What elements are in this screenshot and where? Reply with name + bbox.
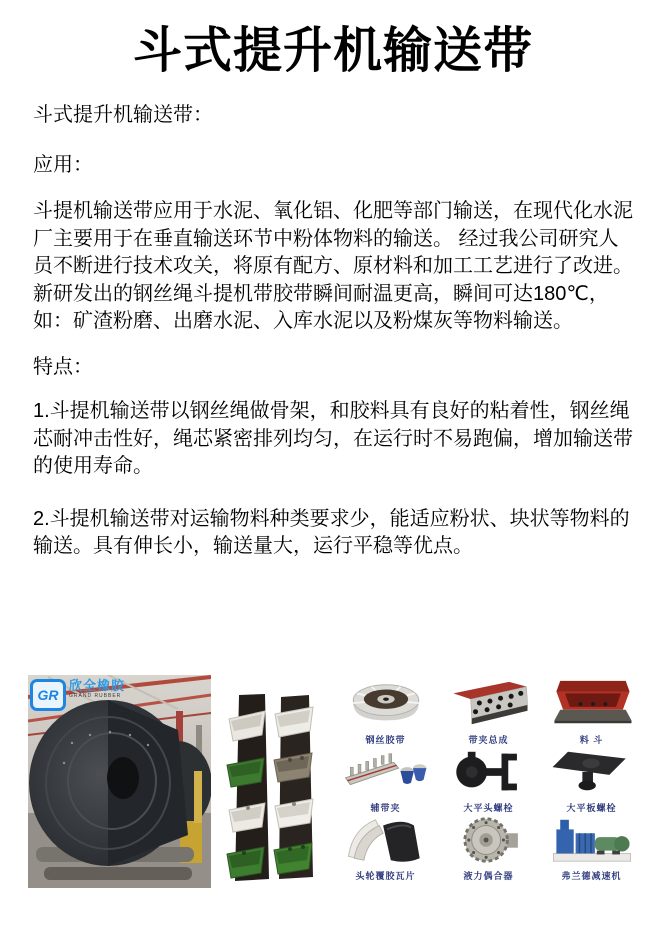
part-fluid-coupling [440,814,537,882]
part-flender-reducer [543,814,640,882]
hopper-image [547,678,637,730]
part-label: 料 斗 [579,735,604,745]
part-label: 弗兰德减速机 [561,871,622,881]
features-heading: 特点： [33,355,93,378]
part-label: 大平板螺栓 [566,803,617,813]
product-gallery [28,675,640,893]
belt-clamp-assembly-image [444,678,534,730]
part-flat-plate-bolt [543,746,640,814]
belt-roll-factory-photo [28,675,211,888]
part-label: 头轮覆胶瓦片 [355,871,416,881]
part-label: 液力偶合器 [463,871,514,881]
part-flat-head-bolt [440,746,537,814]
part-label: 钢丝胶带 [365,735,406,745]
auxiliary-belt-clamp-image [341,746,431,798]
part-head-pulley-rubber-tile [337,814,434,882]
part-belt-clamp-assembly [440,678,537,746]
part-label: 大平头螺栓 [463,803,514,813]
feature-paragraph-2: 2.斗提机输送带对运输物料种类要求少，能适应粉状、块状等物料的输送。具有伸长小，输送量大，运行平稳等优点。 [33,507,630,557]
logo-gr-icon [30,679,66,711]
part-label: 辅带夹 [370,803,401,813]
fluid-coupling-image [444,814,534,866]
product-document [0,22,666,952]
part-steel-cord-belt [337,678,434,746]
elevator-buckets-photo [224,692,325,882]
part-auxiliary-belt-clamp [337,746,434,814]
feature-paragraph-1: 1.斗提机输送带以钢丝绳做骨架，和胶料具有良好的粘着性，钢丝绳芯耐冲击性好，绳芯紧密排列均匀，在运行时不易跑偏，增加输送带的使用寿命。 [33,400,633,477]
logo-initials: GR [37,687,59,703]
steel-cord-belt-image [341,678,431,730]
body-text [0,102,666,561]
brand-logo [30,679,125,711]
logo-name-en: GRAND RUBBER [69,693,122,699]
parts-grid [337,678,640,882]
application-heading: 应用： [33,153,93,176]
flender-reducer-image [547,814,637,866]
page-title: 斗式提升机输送带 [132,24,533,78]
flat-head-bolt-image [444,746,534,798]
elevator-buckets-image [224,692,325,882]
head-pulley-rubber-tile-image [341,814,431,866]
part-label: 带夹总成 [468,735,509,745]
part-hopper [543,678,640,746]
flat-plate-bolt-image [547,746,637,798]
intro-line: 斗式提升机输送带： [33,104,213,126]
application-paragraph: 斗提机输送带应用于水泥、氧化铝、化肥等部门输送，在现代化水泥厂主要用于在垂直输送环节中粉体物料的输送。 经过我公司研究人员不断进行技术攻关，将原有配方、原材料和加工工艺进行了改进。新研发出的钢丝绳斗提机带胶带瞬间耐温更高，瞬间可达180℃，如：矿渣粉磨、出磨水泥、入库水泥以及粉煤灰等物料输送。 [33,200,633,332]
logo-name-cn: 欣全橡胶 [69,678,126,693]
